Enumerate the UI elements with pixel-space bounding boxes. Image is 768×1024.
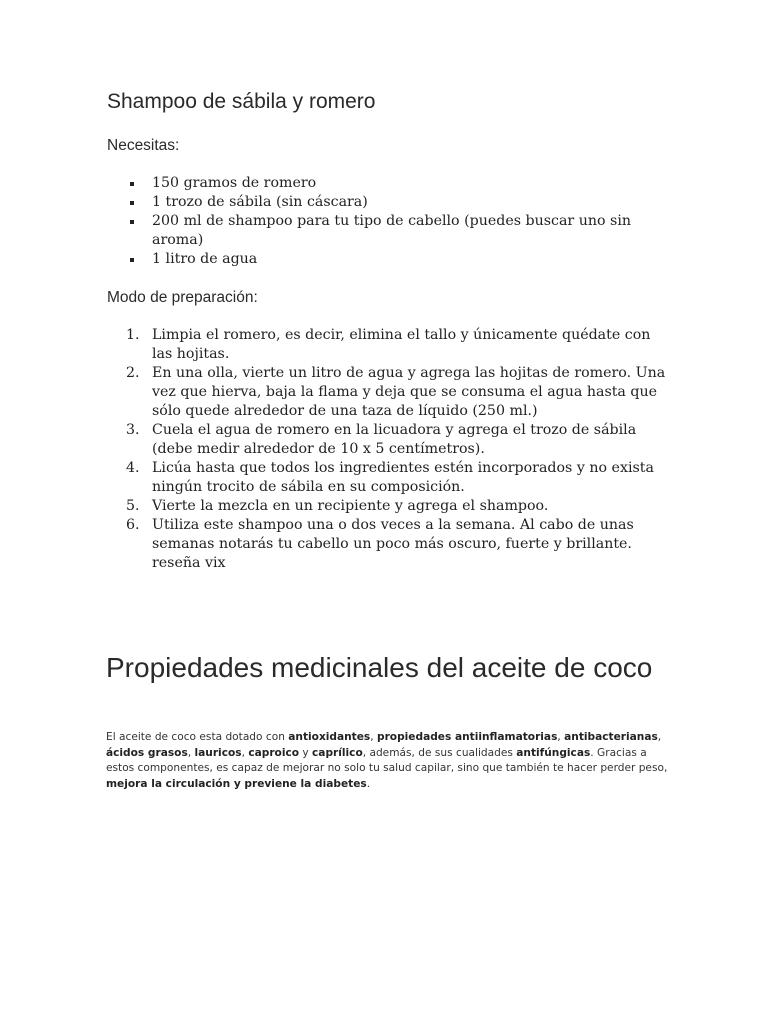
step-item	[126, 516, 666, 573]
ingredient-item	[126, 193, 666, 212]
step-number: 6.	[126, 517, 140, 533]
ingredient-item	[126, 250, 666, 269]
preparation-label: Modo de preparación:	[107, 289, 258, 306]
step-text: En una olla, vierte un litro de agua y agrega las hojitas de romero. Una vez que hierva, baja la flama y deja que se consuma el agua hasta que sólo quede alrededor de una taza de líquido (250 ml.)	[152, 365, 666, 419]
paragraph-bold-run: caproico	[248, 746, 300, 759]
step-text: Licúa hasta que todos los ingredientes estén incorporados y no exista ningún trocito de sábila en su composición.	[152, 460, 654, 495]
ingredient-text: 1 litro de agua	[152, 251, 258, 267]
step-number: 2.	[126, 365, 140, 381]
paragraph-run: El aceite de coco esta dotado con	[106, 731, 289, 743]
step-number: 1.	[126, 327, 140, 343]
step-item	[126, 421, 666, 459]
ingredient-text: 200 ml de shampoo para tu tipo de cabello (puedes buscar uno sin aroma)	[152, 213, 631, 248]
step-item	[126, 459, 666, 497]
step-number: 5.	[126, 498, 140, 514]
ingredients-list	[126, 174, 666, 269]
step-number: 4.	[126, 460, 140, 476]
paragraph-run: ,	[557, 731, 565, 743]
paragraph-bold-run: caprílico	[312, 746, 363, 759]
paragraph-bold-run: antioxidantes	[288, 731, 371, 743]
step-text: Cuela el agua de romero en la licuadora y agrega el trozo de sábila (debe medir alrededor de 10 x 5 centímetros).	[152, 422, 637, 457]
paragraph-run: ,	[370, 731, 377, 743]
section-title: Propiedades medicinales del aceite de coco	[106, 652, 653, 683]
paragraph-run: ,	[657, 731, 662, 743]
needs-label: Necesitas:	[107, 137, 180, 154]
paragraph-run: .	[366, 777, 371, 790]
section-paragraph	[106, 730, 672, 792]
ingredient-text: 1 trozo de sábila (sin cáscara)	[152, 194, 368, 210]
paragraph-bold-run: ácidos grasos	[106, 746, 188, 759]
paragraph-run: ,	[187, 746, 195, 759]
ingredient-item	[126, 174, 666, 193]
paragraph-run: y	[299, 746, 313, 759]
paragraph-run: . Gracias a estos componentes, es capaz de mejorar no solo tu salud capilar, sino que también te hacer perder peso,	[106, 746, 668, 775]
step-text: Limpia el romero, es decir, elimina el tallo y únicamente quédate con las hojitas.	[152, 327, 651, 362]
step-item	[126, 497, 666, 516]
paragraph-run: ,	[241, 746, 249, 759]
step-item	[126, 326, 666, 364]
paragraph-run: , además, de sus cualidades	[362, 746, 517, 759]
step-text: Utiliza este shampoo una o dos veces a la semana. Al cabo de unas semanas notarás tu cabello un poco más oscuro, fuerte y brillante. reseña vix	[152, 517, 634, 571]
step-number: 3.	[126, 422, 140, 438]
ingredient-text: 150 gramos de romero	[152, 175, 317, 191]
step-item	[126, 364, 666, 421]
step-text: Vierte la mezcla en un recipiente y agrega el shampoo.	[152, 498, 549, 514]
ingredient-item	[126, 212, 666, 250]
paragraph-bold-run: propiedades antiinflamatorias	[377, 731, 558, 743]
paragraph-bold-run: antifúngicas	[516, 746, 591, 759]
paragraph-bold-run: lauricos	[194, 746, 242, 759]
recipe-title: Shampoo de sábila y romero	[107, 90, 376, 113]
paragraph-bold-run: mejora la circulación y previene la diabetes	[106, 777, 367, 790]
steps-list	[126, 326, 666, 573]
paragraph-bold-run: antibacterianas	[564, 731, 658, 743]
